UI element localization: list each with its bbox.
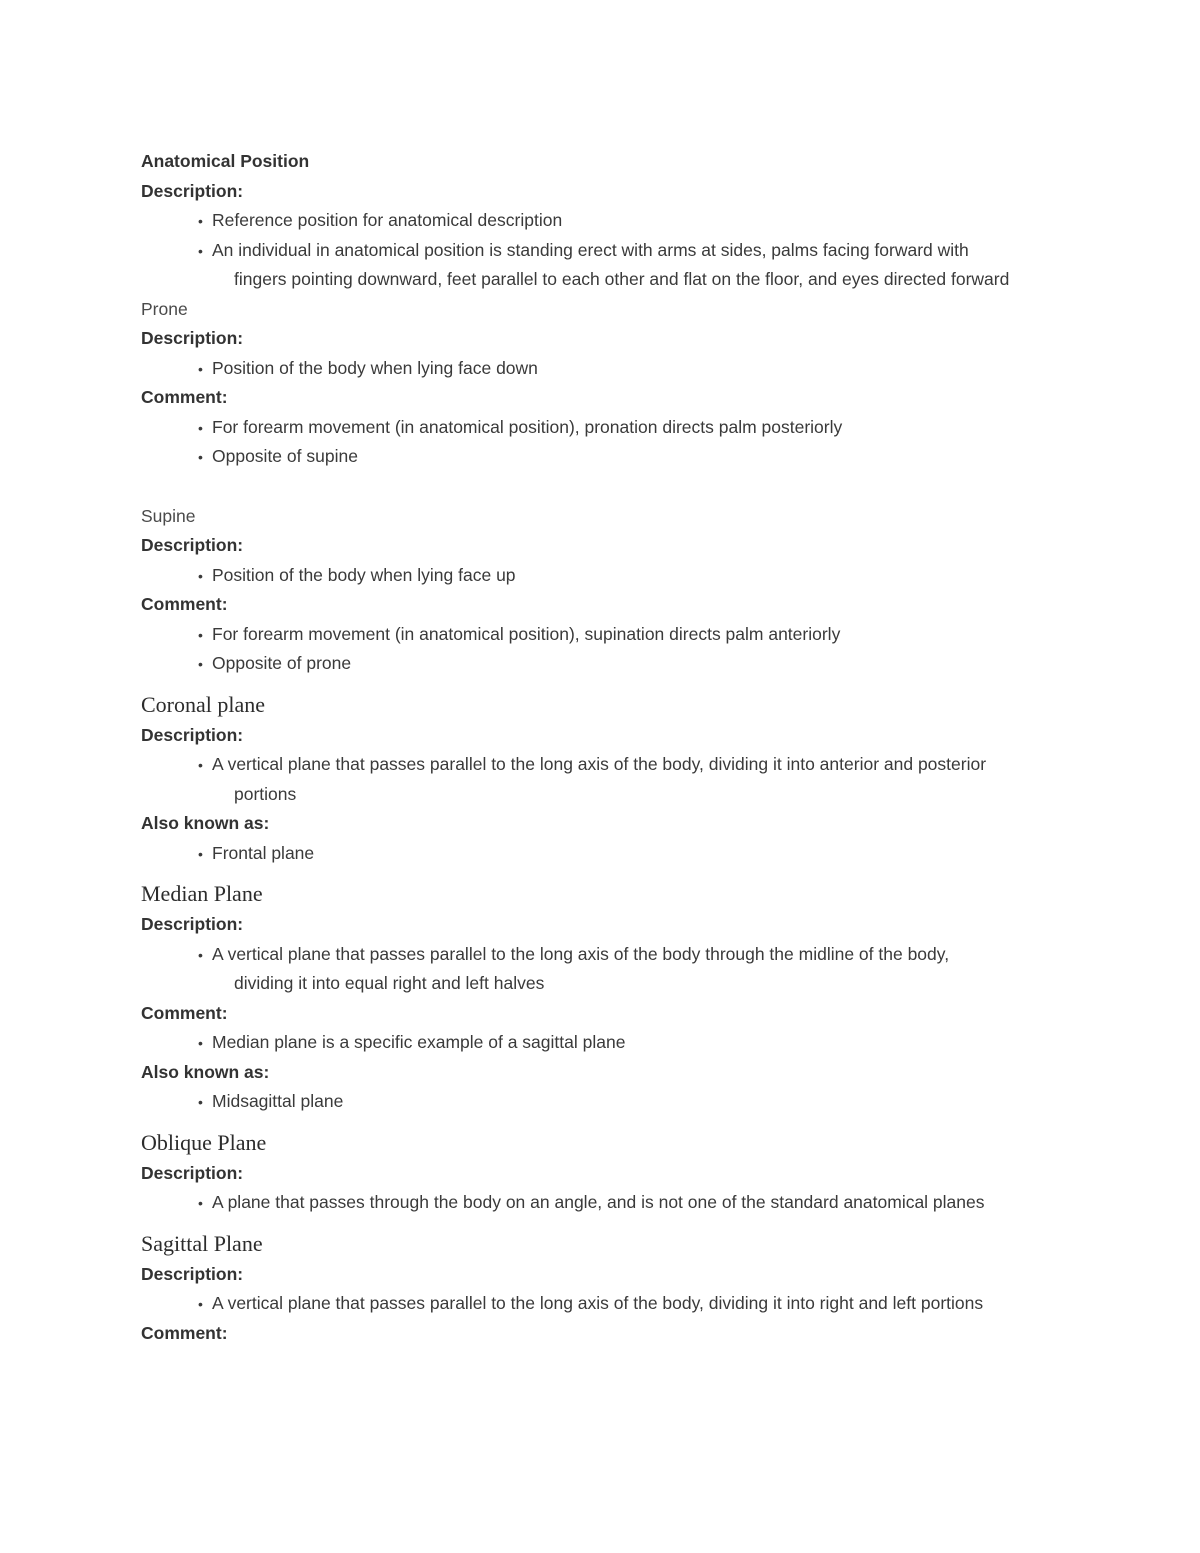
section-title-median-plane: Median Plane bbox=[141, 881, 263, 906]
also-known-as-label: Also known as: bbox=[141, 1061, 270, 1082]
comment-label: Comment: bbox=[141, 1322, 228, 1343]
also-known-as-label: Also known as: bbox=[141, 813, 270, 833]
bullet-icon: • bbox=[198, 360, 203, 377]
description-label: Description: bbox=[141, 1263, 244, 1284]
bullet-icon: • bbox=[198, 1296, 203, 1312]
bullet-icon: • bbox=[198, 449, 203, 465]
section-title-sagittal-plane: Sagittal Plane bbox=[141, 1230, 263, 1256]
bullet-icon: • bbox=[198, 1195, 203, 1211]
bullet-icon: • bbox=[198, 845, 203, 862]
description-label: Description: bbox=[141, 180, 244, 201]
description-label: Description: bbox=[141, 1162, 244, 1183]
list-item: • For forearm movement (in anatomical position), supination directs palm anteriorly bbox=[141, 620, 1101, 650]
comment-label: Comment: bbox=[141, 387, 228, 407]
bullet-icon: • bbox=[198, 1094, 203, 1110]
list-item: • Reference position for anatomical description bbox=[141, 206, 1101, 236]
section-title-oblique-plane: Oblique Plane bbox=[141, 1129, 267, 1155]
list-item: • Opposite of prone bbox=[141, 649, 1101, 679]
section-title-coronal-plane: Coronal plane bbox=[141, 691, 266, 717]
list-item: • A plane that passes through the body on an angle, and is not one of the standard anatomical planes bbox=[141, 1188, 1101, 1218]
bullet-icon: • bbox=[198, 946, 203, 963]
list-item-continuation: dividing it into equal right and left halves bbox=[234, 973, 545, 993]
bullet-icon: • bbox=[198, 757, 203, 773]
list-item: • A vertical plane that passes parallel to the long axis of the body, dividing it into right and left portions bbox=[141, 1289, 1101, 1319]
list-item: • Position of the body when lying face down bbox=[141, 354, 1101, 384]
section-title-anatomical-position: Anatomical Position bbox=[141, 151, 310, 171]
comment-label: Comment: bbox=[141, 1002, 228, 1023]
description-label: Description: bbox=[141, 535, 244, 555]
document-page bbox=[141, 147, 1101, 1348]
list-item: • For forearm movement (in anatomical position), pronation directs palm posteriorly bbox=[141, 413, 1101, 443]
bullet-icon: • bbox=[198, 419, 203, 436]
list-item: • Frontal plane bbox=[141, 839, 1101, 869]
bullet-icon: • bbox=[198, 656, 203, 672]
bullet-icon: • bbox=[198, 1035, 203, 1051]
list-item: • A vertical plane that passes parallel to the long axis of the body, dividing it into anterior and posterior bbox=[141, 750, 1101, 780]
bullet-icon: • bbox=[198, 242, 203, 259]
section-title-prone: Prone bbox=[141, 298, 188, 319]
bullet-icon: • bbox=[198, 626, 203, 643]
description-label: Description: bbox=[141, 328, 244, 348]
list-item: • Opposite of supine bbox=[141, 442, 1101, 472]
list-item: • An individual in anatomical position is standing erect with arms at sides, palms facing forward with bbox=[141, 236, 1101, 266]
list-item: • A vertical plane that passes parallel to the long axis of the body through the midline of the body, bbox=[141, 940, 1101, 970]
bullet-icon: • bbox=[198, 567, 203, 584]
list-item: • Median plane is a specific example of a sagittal plane bbox=[141, 1028, 1101, 1058]
section-title-supine: Supine bbox=[141, 505, 196, 526]
description-label: Description: bbox=[141, 724, 244, 745]
bullet-icon: • bbox=[198, 213, 203, 229]
list-item: • Position of the body when lying face up bbox=[141, 561, 1101, 591]
list-item: • Midsagittal plane bbox=[141, 1087, 1101, 1117]
list-item-continuation: fingers pointing downward, feet parallel to each other and flat on the floor, and eyes directed forward bbox=[234, 269, 1010, 289]
list-item-continuation: portions bbox=[234, 783, 297, 804]
comment-label: Comment: bbox=[141, 594, 228, 614]
description-label: Description: bbox=[141, 914, 244, 934]
